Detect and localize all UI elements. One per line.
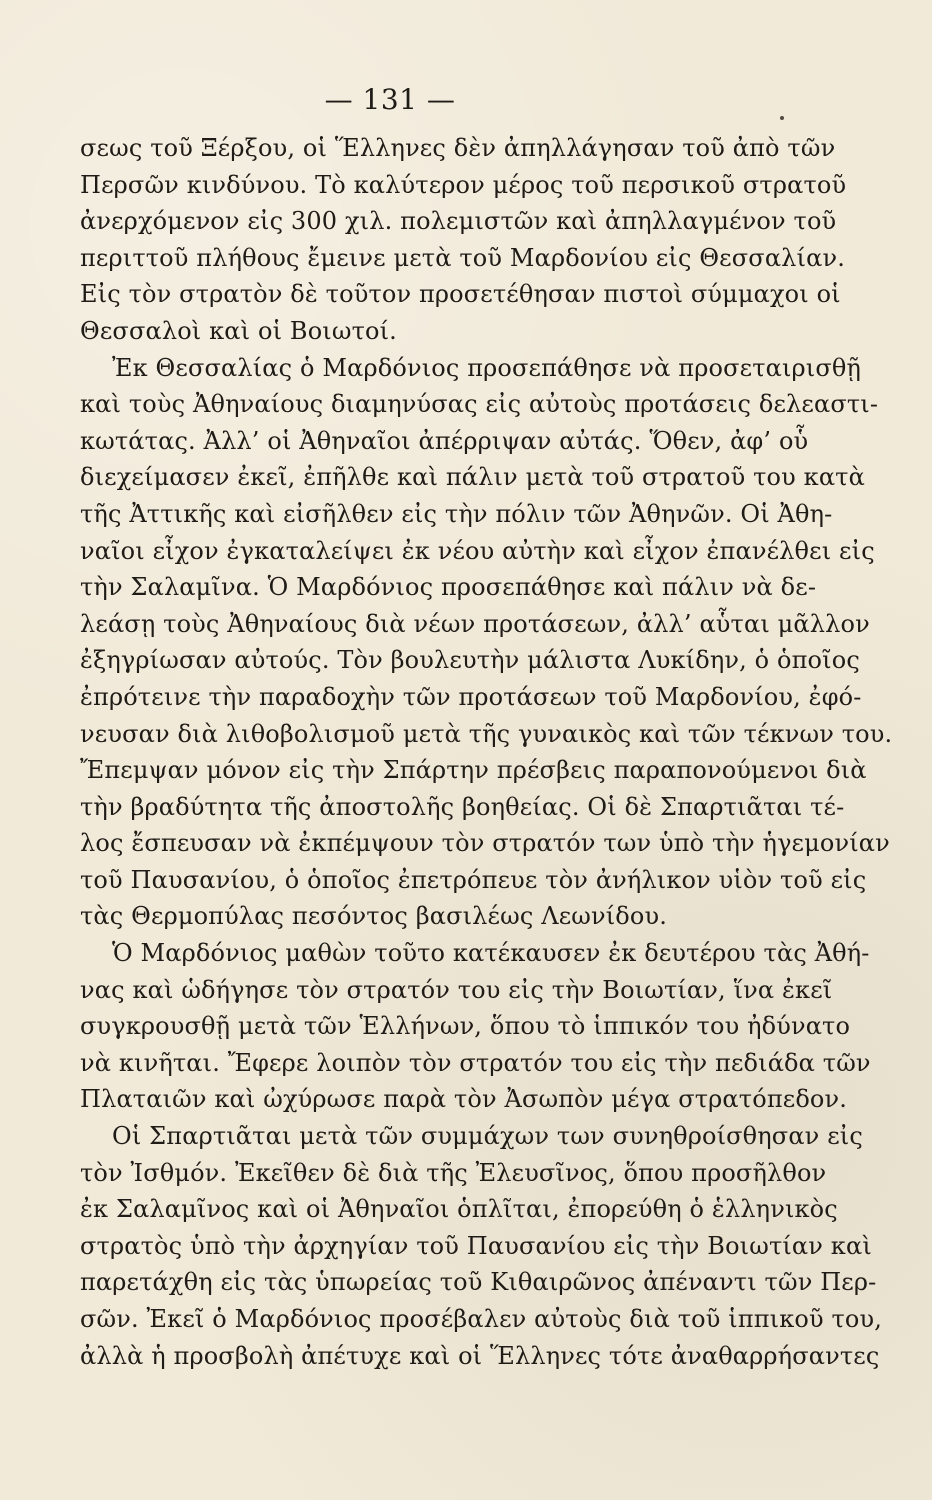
text-line: τὸν Ἰσθμόν. Ἐκεῖθεν δὲ διὰ τῆς Ἐλευσῖνος, ὅπου προσῆλθον (80, 1158, 827, 1187)
text-line: στρατὸς ὑπὸ τὴν ἀρχηγίαν τοῦ Παυσανίου εἰς τὴν Βοιωτίαν καὶ (80, 1231, 872, 1260)
page-number: — 131 — (324, 83, 456, 116)
text-line: τῆς Ἀττικῆς καὶ εἰσῆλθεν εἰς τὴν πόλιν τῶν Ἀθηνῶν. Οἱ Ἀθη- (80, 499, 833, 528)
text-line: Οἱ Σπαρτιᾶται μετὰ τῶν συμμάχων των συνηθροίσθησαν εἰς (112, 1122, 863, 1151)
text-line: σῶν. Ἐκεῖ ὁ Μαρδόνιος προσέβαλεν αὐτοὺς διὰ τοῦ ἱππικοῦ του, (80, 1305, 883, 1333)
text-line: τοῦ Παυσανίου, ὁ ὁποῖος ἐπετρόπευε τὸν ἀνήλικον υἱὸν τοῦ εἰς (80, 865, 867, 894)
text-line: καὶ τοὺς Ἀθηναίους διαμηνύσας εἰς αὐτοὺς προτάσεις δελεαστι- (80, 390, 879, 419)
text-line: νευσαν διὰ λιθοβολισμοῦ μετὰ τῆς γυναικὸς καὶ τῶν τέκνων του. (80, 719, 893, 748)
text-line: ἀλλὰ ἡ προσβολὴ ἀπέτυχε καὶ οἱ Ἕλληνες τότε ἀναθαρρήσαντες (80, 1341, 880, 1370)
text-line: κωτάτας. Ἀλλ’ οἱ Ἀθηναῖοι ἀπέρριψαν αὐτάς. Ὅθεν, ἀφ’ οὗ (80, 426, 809, 455)
text-line: ἐπρότεινε τὴν παραδοχὴν τῶν προτάσεων τοῦ Μαρδονίου, ἐφό- (80, 682, 862, 711)
text-line: Ἔπεμψαν μόνον εἰς τὴν Σπάρτην πρέσβεις παραπονούμενοι διὰ (80, 756, 867, 785)
text-line: Περσῶν κινδύνου. Τὸ καλύτερον μέρος τοῦ περσικοῦ στρατοῦ (80, 170, 847, 199)
text-line: τὴν Σαλαμῖνα. Ὁ Μαρδόνιος προσεπάθησε καὶ πάλιν νὰ δε- (80, 573, 817, 602)
text-line: τὰς Θερμοπύλας πεσόντος βασιλέως Λεωνίδου. (80, 902, 668, 931)
text-line: διεχείμασεν ἐκεῖ, ἐπῆλθε καὶ πάλιν μετὰ τοῦ στρατοῦ του κατὰ (80, 463, 865, 492)
body-text (80, 130, 893, 1374)
paragraph-2 (80, 350, 893, 936)
text-line: Θεσσαλοὶ καὶ οἱ Βοιωτοί. (80, 316, 397, 345)
text-line: Εἰς τὸν στρατὸν δὲ τοῦτον προσετέθησαν πιστοὶ σύμμαχοι οἱ (80, 280, 841, 309)
text-line: ἀνερχόμενον εἰς 300 χιλ. πολεμιστῶν καὶ ἀπηλλαγμένον τοῦ (80, 207, 837, 236)
text-line: Πλαταιῶν καὶ ὠχύρωσε παρὰ τὸν Ἀσωπὸν μέγα στρατόπεδον. (80, 1085, 848, 1114)
text-line: νὰ κινῆται. Ἔφερε λοιπὸν τὸν στρατόν του εἰς τὴν πεδιάδα τῶν (80, 1048, 871, 1077)
text-line: νας καὶ ὡδήγησε τὸν στρατόν του εἰς τὴν Βοιωτίαν, ἵνα ἐκεῖ (80, 975, 833, 1004)
text-line: ναῖοι εἶχον ἐγκαταλείψει ἐκ νέου αὐτὴν καὶ εἶχον ἐπανέλθει εἰς (80, 536, 875, 565)
paragraph-1 (80, 130, 847, 350)
text-line: Ἐκ Θεσσαλίας ὁ Μαρδόνιος προσεπάθησε νὰ προσεταιρισθῇ (112, 353, 862, 382)
text-line: περιττοῦ πλήθους ἔμεινε μετὰ τοῦ Μαρδονίου εἰς Θεσσαλίαν. (80, 243, 845, 272)
paragraph-3 (80, 935, 871, 1118)
text-line: λεάσῃ τοὺς Ἀθηναίους διὰ νέων προτάσεων, ἀλλ’ αὗται μᾶλλον (80, 609, 870, 638)
text-line: Ὁ Μαρδόνιος μαθὼν τοῦτο κατέκαυσεν ἐκ δευτέρου τὰς Ἀθή- (112, 939, 870, 968)
text-line: ἐξηγρίωσαν αὐτούς. Τὸν βουλευτὴν μάλιστα Λυκίδην, ὁ ὁποῖος (80, 646, 860, 675)
text-line: τὴν βραδύτητα τῆς ἀποστολῆς βοηθείας. Οἱ δὲ Σπαρτιᾶται τέ- (80, 792, 845, 821)
text-line: λος ἔσπευσαν νὰ ἐκπέμψουν τὸν στρατόν των ὑπὸ τὴν ἡγεμονίαν (80, 829, 890, 858)
paragraph-4 (80, 1118, 883, 1374)
text-line: συγκρουσθῇ μετὰ τῶν Ἑλλήνων, ὅπου τὸ ἱππικόν του ἠδύνατο (80, 1012, 851, 1041)
paper-speck (780, 116, 784, 120)
text-line: ἐκ Σαλαμῖνος καὶ οἱ Ἀθηναῖοι ὁπλῖται, ἐπορεύθη ὁ ἑλληνικὸς (80, 1195, 838, 1224)
text-line: σεως τοῦ Ξέρξου, οἱ Ἕλληνες δὲν ἀπηλλάγησαν τοῦ ἀπὸ τῶν (80, 134, 836, 162)
text-line: παρετάχθη εἰς τὰς ὑπωρείας τοῦ Κιθαιρῶνος ἀπέναντι τῶν Περ- (80, 1268, 877, 1297)
